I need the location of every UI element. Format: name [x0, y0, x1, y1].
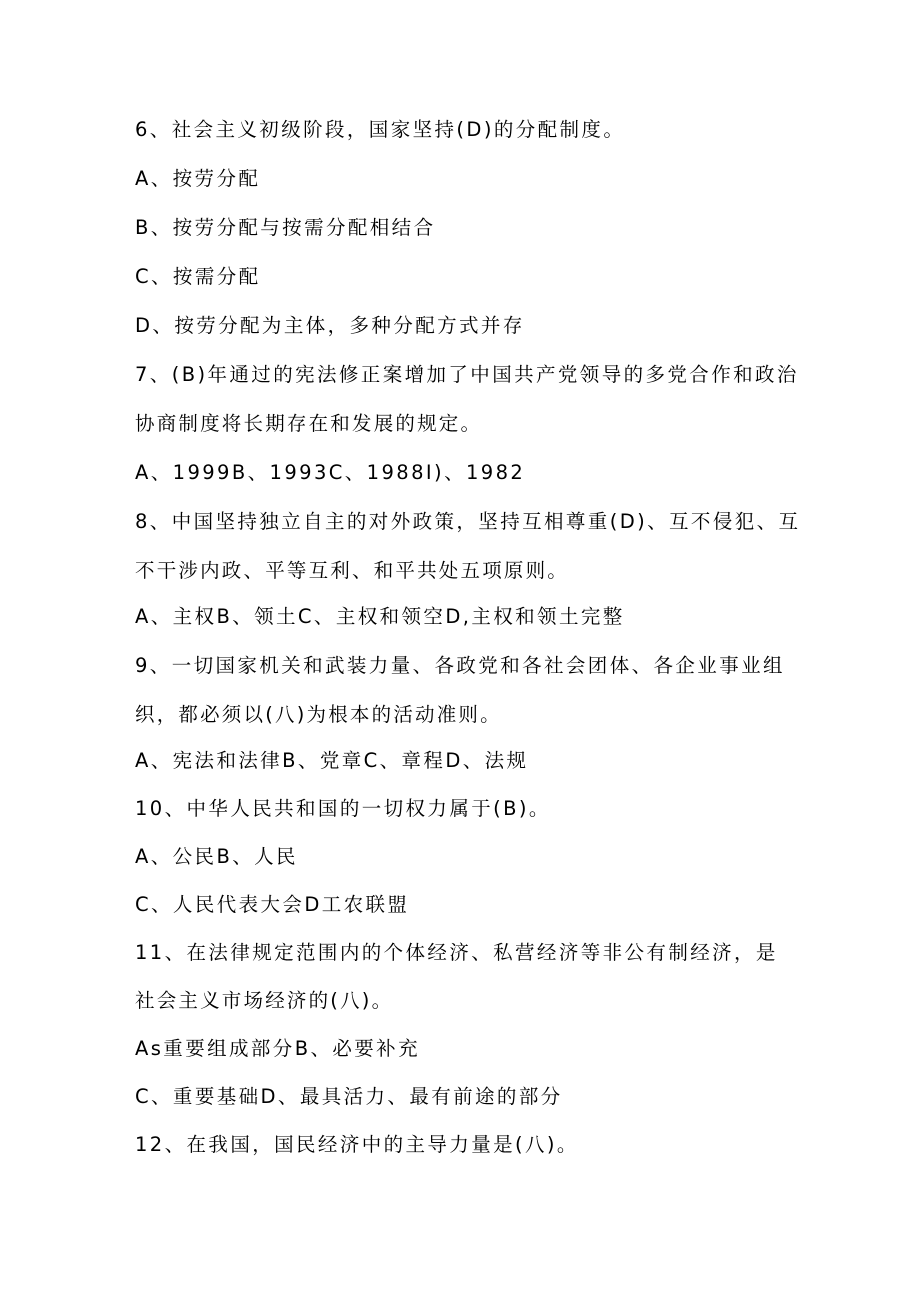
question-8-stem-cont: 不干涉内政、平等互利、和平共处五项原则。	[135, 559, 570, 582]
question-6-option-a: A、按劳分配	[135, 167, 261, 190]
question-6-option-b: B、按劳分配与按需分配相结合	[135, 216, 436, 239]
question-11-options-ab: As重要组成部分B、必要补充	[135, 1037, 420, 1060]
question-9-stem-cont: 织，都必须以(八)为根本的活动准则。	[135, 703, 502, 726]
question-11-stem-cont: 社会主义市场经济的(八)。	[135, 989, 394, 1012]
question-6-stem: 6、社会主义初级阶段，国家坚持(D)的分配制度。	[135, 118, 626, 141]
question-10-options-cd: C、人民代表大会D工农联盟	[135, 893, 410, 916]
question-7-stem: 7、(B)年通过的宪法修正案增加了中国共产党领导的多党合作和政治	[135, 363, 799, 386]
question-12-stem: 12、在我国，国民经济中的主导力量是(八)。	[135, 1133, 579, 1156]
question-7-options: A、1999B、1993C、1988I)、1982	[135, 461, 526, 484]
question-9-stem: 9、一切国家机关和武装力量、各政党和各社会团体、各企业事业组	[135, 654, 785, 677]
question-11-options-cd: C、重要基础D、最具活力、最有前途的部分	[135, 1085, 563, 1108]
question-10-stem: 10、中华人民共和国的一切权力属于(B)。	[135, 797, 551, 820]
question-11-stem: 11、在法律规定范围内的个体经济、私营经济等非公有制经济，是	[135, 941, 778, 964]
question-6-option-c: C、按需分配	[135, 265, 261, 288]
question-6-option-d: D、按劳分配为主体，多种分配方式并存	[135, 314, 525, 337]
question-9-options: A、宪法和法律B、党章C、章程D、法规	[135, 749, 529, 772]
question-7-stem-cont: 协商制度将长期存在和发展的规定。	[135, 412, 483, 435]
question-8-stem: 8、中国坚持独立自主的对外政策，坚持互相尊重(D)、互不侵犯、互	[135, 510, 801, 533]
question-10-options-ab: A、公民B、人民	[135, 845, 298, 868]
question-8-options: A、主权B、领土C、主权和领空D,主权和领土完整	[135, 605, 625, 628]
